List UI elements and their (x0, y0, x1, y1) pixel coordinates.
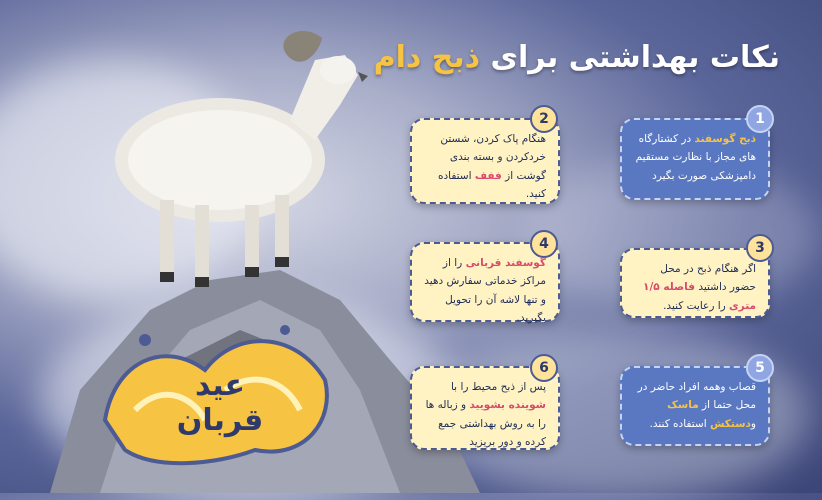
tip-number-2: 2 (530, 105, 558, 133)
tip-text: را رعایت کنید. (663, 299, 730, 312)
title-prefix: نکات بهداشتی برای (490, 40, 780, 75)
tip-number-3: 3 (746, 234, 774, 262)
tip-highlight: ماسک (667, 399, 699, 412)
title-accent: ذبح دام (373, 40, 481, 75)
tip-text: قصاب وهمه افراد حاضر در محل حتما از (637, 381, 756, 412)
sheep-illustration (100, 10, 370, 310)
tip-card-1 (620, 118, 770, 200)
tip-highlight: فاصله ۱/۵ متری (643, 281, 756, 312)
tip-text: را از مراکز خدماتی سفارش دهید و تنها لاشه آن را تحویل بگیرید. (424, 257, 546, 325)
tip-text: پس از ذبح محیط را با (450, 381, 546, 393)
tip-card-3 (620, 248, 770, 318)
tip-text: در کشتارگاه های مجاز با نظارت مستقیم دامپزشکی صورت بگیرد (635, 133, 756, 182)
tip-highlight: شوینده بشویید (469, 399, 546, 412)
tip-highlight: گوسفند قربانی (465, 257, 546, 269)
tip-text: اگر هنگام ذبح در محل حضور داشتید (660, 263, 756, 294)
tip-number-6: 6 (530, 354, 558, 382)
tip-highlight: دستکش (709, 417, 751, 430)
tip-text: استفاده کنند. (649, 417, 710, 430)
tip-number-1: 1 (746, 105, 774, 133)
page-title (373, 40, 780, 75)
tip-text: استفاده کنید. (437, 169, 546, 201)
tip-number-4: 4 (530, 230, 558, 258)
tip-text: هنگام پاک کردن، شستن خردکردن و بسته بندی گوشت از (440, 133, 546, 182)
tip-card-5 (620, 366, 770, 446)
tip-highlight: ففف (474, 169, 502, 182)
tip-number-5: 5 (746, 354, 774, 382)
tip-highlight: ذبح گوسفند (694, 133, 756, 145)
tip-text: و زباله ها را به روش بهداشتی جمع کرده و دور بریزید (425, 399, 546, 449)
tip-text: و (750, 417, 756, 430)
logo-text: عید قربان (176, 368, 264, 438)
